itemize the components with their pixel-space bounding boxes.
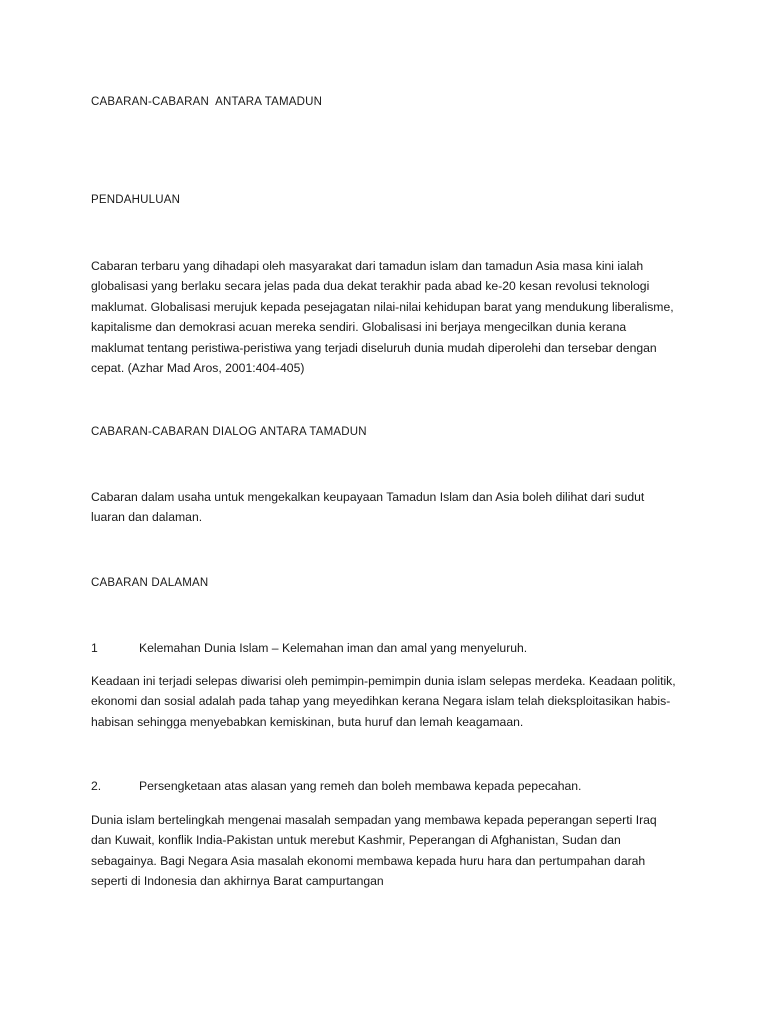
list-item-1-title-row bbox=[91, 640, 527, 656]
list-item-title: Persengketaan atas alasan yang remeh dan boleh membawa kepada pepecahan. bbox=[139, 779, 582, 793]
list-item-2-title-row bbox=[91, 778, 581, 794]
document-title: CABARAN-CABARAN ANTARA TAMADUN bbox=[91, 96, 323, 108]
dialog-paragraph: Cabaran dalam usaha untuk mengekalkan keupayaan Tamadun Islam dan Asia boleh dilihat dari sudut luaran dan dalaman. bbox=[91, 490, 645, 525]
list-item-2-paragraph: Dunia islam bertelingkah mengenai masalah sempadan yang membawa kepada peperangan seperti Iraq dan Kuwait, konflik India-Pakistan untuk merebut Kashmir, Peperangan di Afghanistan, Sudan dan sebagainya. Bagi Negara Asia masalah ekonomi membawa kepada huru hara dan pertumpahan darah seperti di Indonesia dan akhirnya Barat campurtangan bbox=[91, 813, 657, 889]
list-item-number: 1 bbox=[91, 641, 98, 655]
intro-heading: PENDAHULUAN bbox=[91, 194, 181, 206]
document-page bbox=[91, 0, 681, 1024]
list-item-1-paragraph: Keadaan ini terjadi selepas diwarisi oleh pemimpin-pemimpin dunia islam selepas merdeka. Keadaan politik, ekonomi dan sosial adalah pada tahap yang meyedihkan kerana Negara islam telah dieksploitasikan habis-habisan sehingga menyebabkan kemiskinan, buta huruf dan lemah keagamaan. bbox=[91, 674, 676, 729]
internal-heading: CABARAN DALAMAN bbox=[91, 577, 209, 589]
dialog-heading: CABARAN-CABARAN DIALOG ANTARA TAMADUN bbox=[91, 426, 367, 438]
intro-paragraph: Cabaran terbaru yang dihadapi oleh masyarakat dari tamadun islam dan tamadun Asia masa kini ialah globalisasi yang berlaku secara jelas pada dua dekat terakhir pada abad ke-20 kesan revolusi teknologi maklumat. Globalisasi merujuk kepada pesejagatan nilai-nilai kehidupan barat yang mendukung liberalisme, kapitalisme dan demokrasi acuan mereka sendiri. Globalisasi ini berjaya mengecilkan dunia kerana maklumat tentang peristiwa-peristiwa yang terjadi diseluruh dunia mudah diperolehi dan tersebar dengan cepat. (Azhar Mad Aros, 2001:404-405) bbox=[91, 259, 674, 376]
list-item-number: 2. bbox=[91, 779, 102, 793]
list-item-title: Kelemahan Dunia Islam – Kelemahan iman dan amal yang menyeluruh. bbox=[139, 641, 528, 655]
